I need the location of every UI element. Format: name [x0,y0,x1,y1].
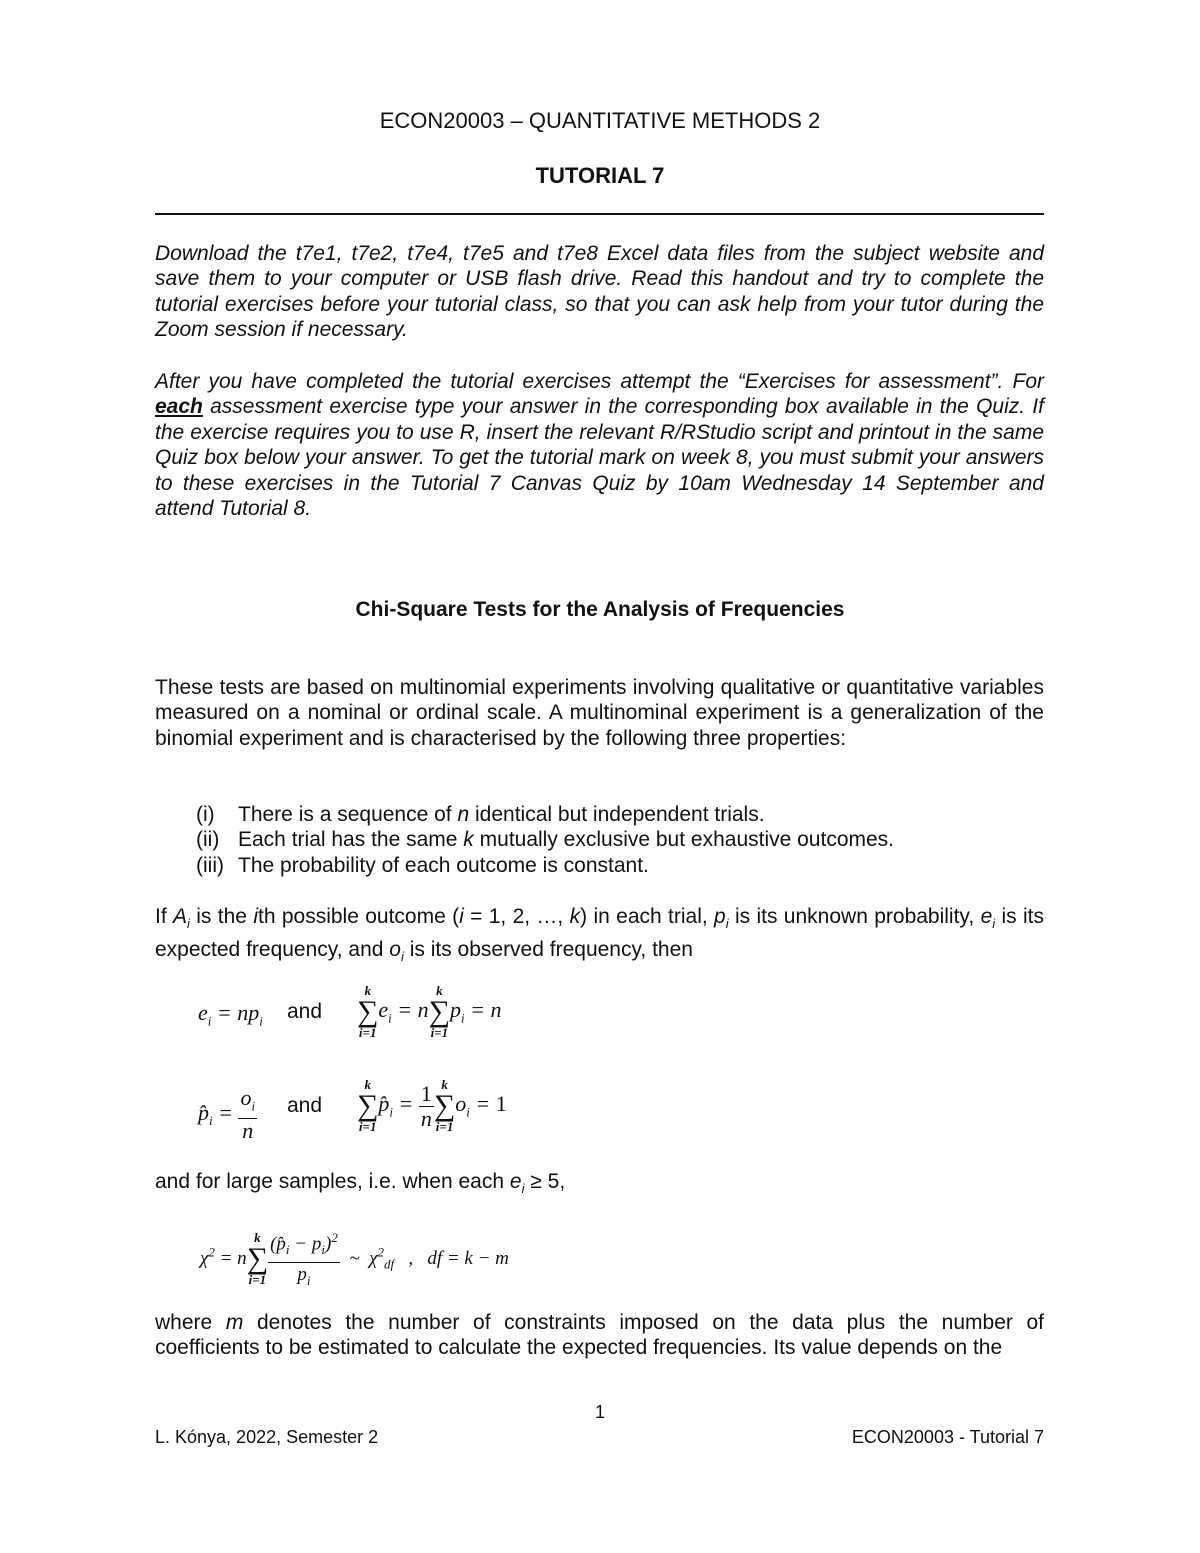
and-label: and [287,1000,323,1023]
equation-sum-phat: k ∑ i=1 $p̂_i$ = $\frac{1}{n}$ k ∑ i=1 $o_i = 1$ [357,1077,507,1134]
equation-sum-expected: k ∑ i=1 $e_i = n$ k ∑ i=1 $p_i = n$ [357,983,502,1040]
and-label-2: and [287,1094,323,1117]
equation-expected: $e_i = np_i$ [198,1000,263,1029]
property-var: n [457,803,470,826]
tutorial-title: TUTORIAL 7 [535,163,665,188]
property-number: (iii) [196,853,224,877]
large-samples-text: and for large samples, i.e. when each $e_i \ge 5$, [155,1170,566,1197]
section-paragraph-2: If $A_i$ is the ith possible outcome (i = 1, 2, …, k) in each trial, $p_i$ is its unknown probability, $e_i$ is its expected frequency, and $o_i$ is its observed frequency, then [155,905,1044,964]
intro-p2-pre: After you have completed the tutorial exercises attempt the “Exercises for assessment”. For [155,370,1044,393]
footer-left: L. Kónya, 2022, Semester 2 [155,1427,379,1447]
intro-paragraph-1: Download the t7e1, t7e2, t7e4, t7e5 and t7e8 Excel data files from the subject website and save them to your computer or USB flash drive. Read this handout and try to complete the tutorial exercises before your tutorial class, so that you can ask help from your tutor during the Zoom session if necessary. [155,242,1044,342]
property-text-tail: mutually exclusive but exhaustive outcomes. [479,828,895,852]
equation-phat: $p̂_i$ = $\frac{o_i}{n}$ [198,1085,256,1144]
property-text: The probability of each outcome is constant. [238,853,649,877]
intro-p2-post: assessment exercise type your answer in the corresponding box available in the Quiz. If the exercise requires you to use R, insert the relevant R/RStudio script and printout in the same Quiz box below your answer. To get the tutorial mark on week 8, you must submit your answers to these exercises in the Tutorial 7 Canvas Quiz by 10am Wednesday 14 September and attend Tutorial 8. [155,395,1044,521]
property-text: There is a sequence of [238,803,452,826]
course-title: ECON20003 – QUANTITATIVE METHODS 2 [379,108,821,133]
section-heading: Chi-Square Tests for the Analysis of Frequencies [355,598,845,621]
property-var: k [463,828,474,852]
properties-list [196,802,1044,878]
property-item [196,853,1044,878]
section-paragraph-3: where m denotes the number of constraints imposed on the data plus the number of coefficients to be estimated to calculate the expected frequencies. Its value depends on the [155,1311,1045,1360]
page-number: 1 [594,1402,605,1422]
property-item [196,802,1044,827]
intro-paragraph-2 [155,369,1044,521]
property-text-tail: identical but independent trials. [475,803,765,826]
title-divider [155,213,1044,215]
property-item [196,827,1044,852]
property-number: (ii) [196,828,220,852]
property-number: (i) [196,803,215,826]
footer-right: ECON20003 - Tutorial 7 [851,1427,1044,1447]
equation-chi-square: $\chi^2 = n$ k ∑ i=1 $\frac{(p̂_i - p_i)^2}{p_i}$ ~ $\chi^2_{df}$ , df = k − m [200,1226,509,1293]
intro-p2-emphasis: each [155,395,203,419]
section-paragraph-1: These tests are based on multinomial experiments involving qualitative or quantitative variables measured on a nominal or ordinal scale. A multinominal experiment is a generalization of the binomial experiment and is characterised by the following three properties: [155,676,1044,750]
property-text: Each trial has the same [238,828,458,852]
